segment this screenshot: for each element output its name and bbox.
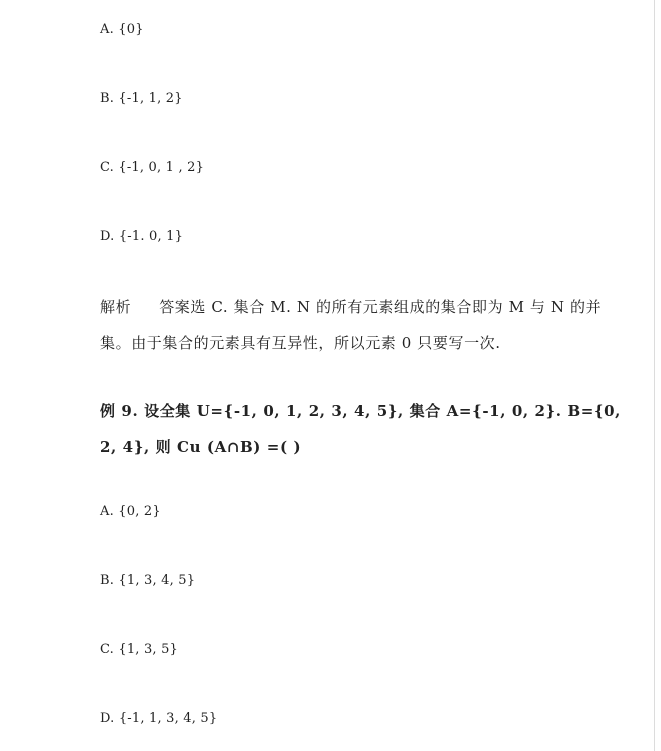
analysis-line-1 bbox=[100, 296, 601, 317]
analysis-label: 解析 bbox=[100, 298, 132, 316]
example-9-line-2: 2, 4}, 则 Cu (A∩B) =( ) bbox=[100, 438, 302, 456]
option-a-text: A. {0} bbox=[100, 22, 144, 37]
option-b-text: B. {-1, 1, 2} bbox=[100, 91, 183, 106]
option-d-text: D. {-1. 0, 1} bbox=[100, 229, 184, 244]
option-c-text: C. {-1, 0, 1 , 2} bbox=[100, 160, 205, 175]
option-a2-text: A. {0, 2} bbox=[100, 504, 161, 519]
analysis-line-2: 集。由于集合的元素具有互异性，所以元素 0 只要写一次. bbox=[100, 334, 501, 352]
option-b2-text: B. {1, 3, 4, 5} bbox=[100, 573, 196, 588]
option-c2-text: C. {1, 3, 5} bbox=[100, 642, 179, 657]
example-9-line-1: 例 9. 设全集 U={-1, 0, 1, 2, 3, 4, 5}, 集合 A={-1, 0, 2}. B={0, bbox=[100, 402, 622, 420]
analysis-text-1: 答案选 C. 集合 M. N 的所有元素组成的集合即为 M 与 N 的并 bbox=[159, 298, 602, 316]
option-d2-text: D. {-1, 1, 3, 4, 5} bbox=[100, 711, 218, 726]
page-border bbox=[654, 0, 655, 751]
